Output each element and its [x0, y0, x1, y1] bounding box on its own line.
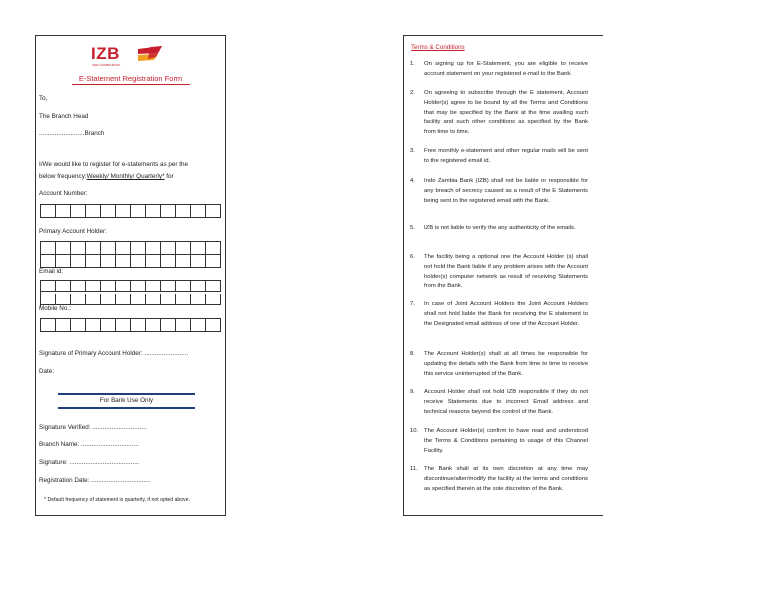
term-number: 9.	[410, 389, 415, 395]
term-text: In case of Joint Account Holders the Joint Account Holders shall not hold liable the Bank for receiving the E statement to the Designated email address of one of the Account Holder.	[424, 301, 588, 327]
request-line-2-post: for	[164, 173, 174, 180]
mobile-label: Mobile No.:	[39, 305, 71, 312]
primary-holder-label: Primary Account Holder:	[39, 228, 107, 235]
terms-panel	[403, 35, 603, 516]
bank-box-bottom-bar	[58, 407, 195, 409]
logo-text: IZB	[91, 44, 120, 63]
term-item	[410, 224, 588, 234]
term-text: The facility being a optional one the Account Holder (s) shall not hold the Bank liable if any problem arises with the Account holder(s) computer network as result of receiving Statements from the Bank.	[424, 254, 588, 290]
primary-holder-boxes[interactable]	[40, 241, 221, 268]
term-number: 6.	[410, 254, 415, 260]
term-number: 8.	[410, 351, 415, 357]
to-label: To,	[39, 95, 48, 102]
term-item	[410, 388, 588, 417]
term-text: On signing up for E-Statement, you are eligible to receive account statement on your registered e-mail to the Bank.	[424, 61, 588, 77]
branch-line: ..........................Branch	[39, 130, 105, 137]
term-text: The Account Holder(s) confirm to have read and understood the Terms & Conditions pertaining to usage of this Channel Facility.	[424, 428, 588, 454]
term-item	[410, 147, 588, 167]
term-item	[410, 465, 588, 494]
form-title: E-Statement Registration Form	[78, 74, 183, 83]
izb-logo	[91, 44, 171, 66]
branch-name-line: Branch Name: .................................	[39, 441, 139, 448]
term-number: 7.	[410, 301, 415, 307]
branch-head-label: The Branch Head	[39, 113, 89, 120]
term-text: Indo Zambia Bank (IZB) shall not be liable or responsible for any breach of secrecy caused as a result of the E Statements being sent to the registered email with the Bank.	[424, 178, 588, 204]
term-number: 10.	[410, 428, 419, 434]
signature-line: Signature: ........................................	[39, 459, 140, 466]
term-item	[410, 177, 588, 206]
bank-use-only-label: For Bank Use Only	[99, 397, 154, 404]
footnote: * Default frequency of statement is quarterly, if not opted above.	[44, 497, 191, 503]
term-text: The Account Holder(s) shall at all times be responsible for updating the details with the Bank from time to time to receive this service uninterrupted of the Bank.	[424, 351, 588, 377]
term-number: 2.	[410, 90, 415, 96]
signature-primary-line: Signature of Primary Account Holder: .........................	[39, 350, 189, 357]
date-label: Date:	[39, 368, 55, 375]
email-boxes[interactable]	[40, 280, 221, 307]
term-item	[410, 60, 588, 80]
term-text: Free monthly e-statement and other regular mails will be sent to the registered email id.	[424, 148, 588, 164]
term-item	[410, 300, 588, 329]
term-item	[410, 350, 588, 379]
term-text: Account Holder shall not hold IZB responsible if they do not receive Statements due to incorrect Email address and technical reasons beyond the control of the Bank.	[424, 389, 588, 415]
term-item	[410, 89, 588, 138]
terms-title: Terms & Conditions	[411, 44, 465, 51]
term-text: On agreeing to subscribe through the E statement, Account Holder(s) agree to be bound by all the Terms and Conditions that may be specified by the Bank at the time availing such facility and such other conditions as specified by the Bank from time to time.	[424, 90, 588, 136]
term-item	[410, 253, 588, 292]
term-number: 11.	[410, 466, 418, 472]
bank-box-top-bar	[58, 393, 195, 395]
request-line-2	[39, 174, 174, 180]
title-underline	[72, 84, 190, 85]
request-line-2-pre: below frequency:	[39, 173, 87, 180]
signature-verified-line: Signature Verified: ...............................	[39, 424, 147, 431]
account-number-boxes[interactable]	[40, 204, 221, 218]
email-label: Email id:	[39, 268, 64, 275]
account-number-label: Account Number:	[39, 190, 88, 197]
term-item	[410, 427, 588, 456]
bank-use-only-box	[58, 393, 195, 409]
logo-flag-icon	[136, 45, 166, 65]
term-number: 4.	[410, 178, 415, 184]
term-text: The Bank shall at its own discretion at any time may discontinue/alter/modify the facility at the terms and conditions as specified therein at the sole discretion of the Bank.	[424, 466, 588, 492]
term-number: 5.	[410, 225, 415, 231]
registration-form-panel	[35, 35, 226, 516]
registration-date-line: Registration Date: ..................................	[39, 477, 151, 484]
logo-subtext: INDO ZAMBIA BANK	[92, 63, 121, 67]
mobile-boxes[interactable]	[40, 318, 221, 332]
term-number: 3.	[410, 148, 415, 154]
request-line-1: I/We would like to register for e-statements as per the	[39, 161, 188, 168]
frequency-options[interactable]: Weekly/ Monthly/ Quarterly*	[86, 173, 165, 180]
term-text: IZB is not liable to verify the any authenticity of the emails.	[424, 225, 576, 231]
term-number: 1.	[410, 61, 415, 67]
